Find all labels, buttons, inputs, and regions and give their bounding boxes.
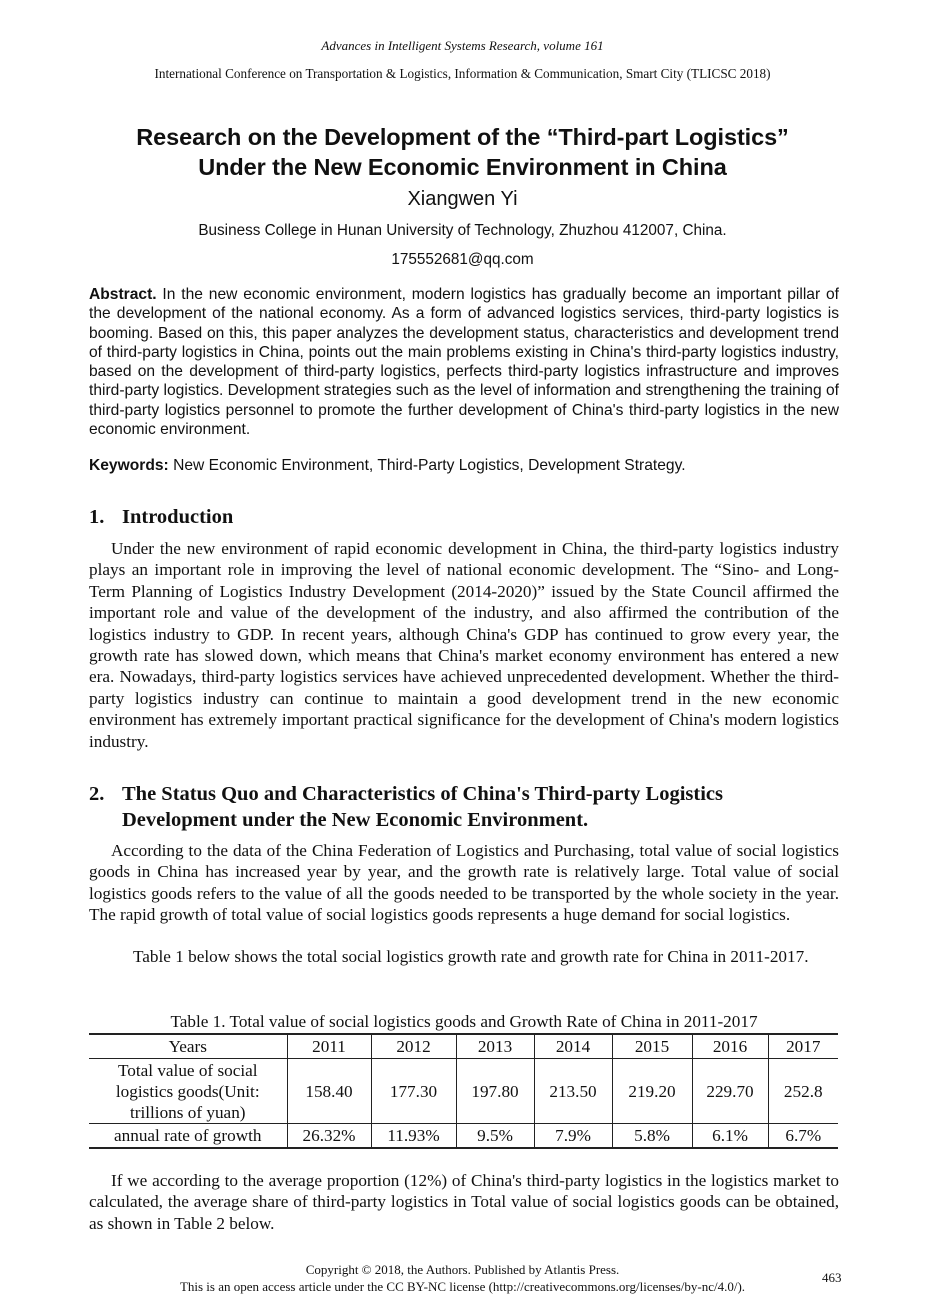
header-cell: 2016 — [692, 1034, 768, 1059]
table-cell: 26.32% — [287, 1124, 371, 1149]
after-table-paragraph — [89, 1170, 839, 1234]
row-label: annual rate of growth — [89, 1124, 287, 1149]
introduction-paragraph — [89, 538, 839, 752]
title-line-2: Under the New Economic Environment in China — [198, 154, 727, 180]
section-2-title-line-1: The Status Quo and Characteristics of China's Third-party Logistics — [122, 783, 724, 805]
table-cell: 219.20 — [612, 1059, 692, 1124]
table-cell: 6.1% — [692, 1124, 768, 1149]
section-2-heading — [89, 781, 849, 833]
keywords — [89, 456, 839, 475]
author-email: 175552681@qq.com — [391, 251, 534, 268]
table-header-row — [89, 1034, 838, 1059]
table-row — [89, 1124, 838, 1149]
table-row — [89, 1059, 838, 1124]
table-cell: 177.30 — [371, 1059, 456, 1124]
author-name: Xiangwen Yi — [407, 188, 518, 210]
table-cell: 229.70 — [692, 1059, 768, 1124]
abstract — [89, 285, 839, 439]
table-reference-text: Table 1 below shows the total social logistics growth rate and growth rate for China in 2011-2017. — [133, 947, 809, 966]
table-cell: 158.40 — [287, 1059, 371, 1124]
table-1-caption: Table 1. Total value of social logistics goods and Growth Rate of China in 2011-2017 — [170, 1012, 758, 1031]
abstract-text: In the new economic environment, modern logistics has gradually become an important pillar of the development of the national economy. As a form of advanced logistics services, third-party logistics is booming. Based on this, this paper analyzes the development status, characteristics and development trend of third-party logistics in China, points out the main problems existing in China's third-party logistics industry, based on the development of third-party logistics, perfects third-party logistics infrastructure and improves third-party logistics. Development strategies such as the level of information and strengthening the training of third-party logistics personnel to promote the further development of China's third-party logistics in the new economic environment. — [89, 286, 839, 439]
section-1-title: Introduction — [122, 506, 234, 528]
table-cell: 11.93% — [371, 1124, 456, 1149]
table-cell: 197.80 — [456, 1059, 534, 1124]
section-2-number: 2. — [89, 783, 105, 805]
table-cell: 252.8 — [768, 1059, 838, 1124]
table-cell: 6.7% — [768, 1124, 838, 1149]
paper-title — [60, 122, 865, 182]
after-table-text: If we according to the average proportion (12%) of China's third-party logistics in the logistics market to calculated, the average share of third-party logistics in Total value of social logistics goods can be obtained, as shown in Table 2 below. — [89, 1171, 839, 1233]
page-number: 463 — [822, 1270, 842, 1285]
header-cell: 2014 — [534, 1034, 612, 1059]
header-cell: 2013 — [456, 1034, 534, 1059]
table-reference-paragraph — [89, 946, 839, 967]
abstract-label: Abstract. — [89, 286, 157, 303]
header-cell: 2015 — [612, 1034, 692, 1059]
title-line-1: Research on the Development of the “Third-part Logistics” — [136, 124, 789, 150]
row-label: Total value of social logistics goods(Unit: trillions of yuan) — [89, 1059, 287, 1124]
table-cell: 213.50 — [534, 1059, 612, 1124]
header-cell: Years — [89, 1034, 287, 1059]
keywords-label: Keywords: — [89, 457, 169, 474]
table-cell: 9.5% — [456, 1124, 534, 1149]
header-cell: 2017 — [768, 1034, 838, 1059]
footer-license: This is an open access article under the CC BY-NC license (http://creativecommons.org/licenses/by-nc/4.0/). — [179, 1279, 746, 1294]
running-head-conference: International Conference on Transportation & Logistics, Information & Communication, Smart City (TLICSC 2018) — [154, 66, 771, 81]
table-cell: 7.9% — [534, 1124, 612, 1149]
header-cell: 2011 — [287, 1034, 371, 1059]
header-cell: 2012 — [371, 1034, 456, 1059]
section-1-number: 1. — [89, 506, 105, 528]
section-2-title-line-2: Development under the New Economic Environment. — [122, 809, 589, 831]
section-1-heading — [89, 504, 233, 530]
table-cell: 5.8% — [612, 1124, 692, 1149]
running-head-journal: Advances in Intelligent Systems Research, volume 161 — [321, 38, 604, 53]
keywords-text: New Economic Environment, Third-Party Logistics, Development Strategy. — [168, 457, 686, 474]
section-2-paragraph — [89, 840, 839, 926]
footer-copyright: Copyright © 2018, the Authors. Published by Atlantis Press. — [305, 1262, 620, 1277]
introduction-text: Under the new environment of rapid economic development in China, the third-party logistics industry plays an important role in improving the level of national economic development. The “Sino- and Long-Term Planning of Logistics Industry Development (2014-2020)” issued by the State Council affirmed the important role and value of the development of the industry, and also affirmed the contribution of the logistics industry to GDP. In recent years, although China's GDP has continued to grow every year, the growth rate has slowed down, which means that China's market economy environment has entered a new era. Nowadays, third-party logistics services have achieved unprecedented development. Whether the third-party logistics industry can continue to maintain a good development trend in the new economic environment has extremely important practical significance for the development of China's modern logistics industry. — [89, 539, 839, 751]
section-2-text: According to the data of the China Federation of Logistics and Purchasing, total value of social logistics goods in China has increased year by year, and the growth rate is relatively large. Total value of social logistics goods refers to the value of all the goods needed to be transported by the whole society in the year. The rapid growth of total value of social logistics goods represents a huge demand for social logistics. — [89, 841, 839, 925]
table-1 — [89, 1033, 838, 1149]
author-affiliation: Business College in Hunan University of Technology, Zhuzhou 412007, China. — [198, 222, 727, 239]
